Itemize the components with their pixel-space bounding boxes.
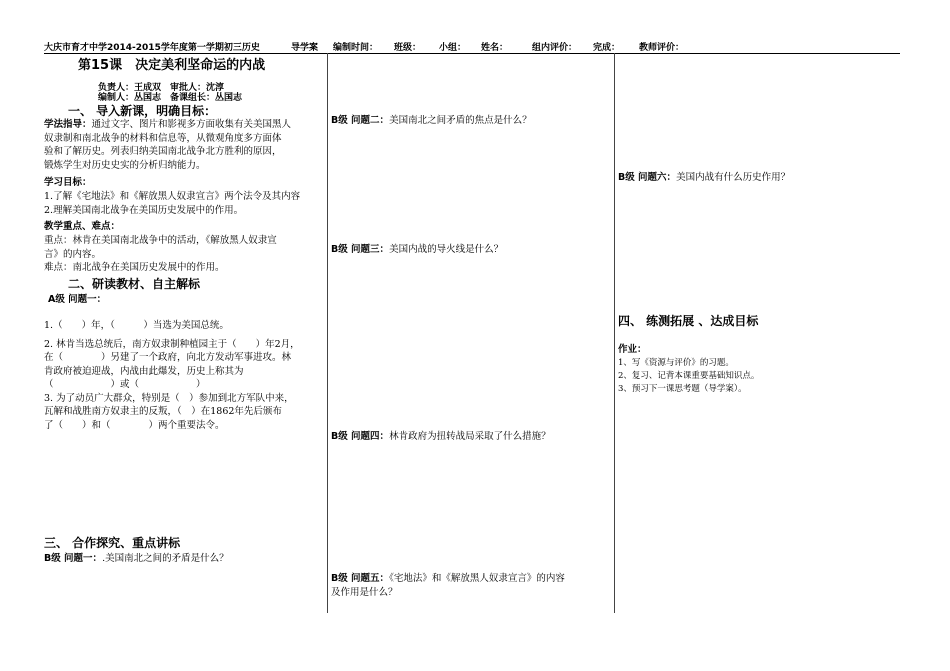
edit-time-label: 编制时间： (333, 43, 379, 53)
fill-line: 2. 林肯当选总统后，南方奴隶制种植园主于（ ）年2月， (44, 338, 300, 350)
staff-line-2: 编制人：丛国志 备课组长：丛国志 (98, 93, 243, 103)
goals-label: 学习目标： (44, 177, 92, 188)
fill-line: 1.（ ）年，（ ）当选为美国总统。 (44, 320, 229, 331)
class-label: 班级： (394, 43, 422, 53)
homework-label: 作业： (618, 344, 647, 355)
question-5-label: B级 问题五： (331, 573, 390, 584)
fill-line: 了（ ）和（ ）两个重要法令。 (44, 419, 225, 431)
key-points (44, 234, 326, 275)
question-2-text: 美国南北之间矛盾的焦点是什么？ (389, 115, 532, 126)
question-2-label: B级 问题二： (331, 115, 390, 126)
homework-item: 2、复习、记背本课重要基础知识点。 (618, 371, 760, 381)
lesson-title: 第15课 决定美利坚命运的内战 (78, 58, 266, 73)
fill-in-questions (44, 319, 326, 432)
group-label: 小组： (439, 43, 467, 53)
staff-line-1: 负责人：王成双 审批人：沈淳 (98, 83, 225, 93)
doc-type: 导学案 (291, 43, 319, 53)
fill-line: 瓦解和战胜南方奴隶主的反叛，（ ）在1862年先后颁布 (44, 406, 282, 417)
goal-item: 2.理解美国南北战争在美国历史发展中的作用。 (44, 204, 244, 216)
key-line: 难点：南北战争在美国历史发展中的作用。 (44, 262, 225, 273)
section-2-heading: 二、研读教材、自主解标 (68, 277, 201, 291)
a-question-label: A级 问题一： (48, 294, 107, 305)
homework-list (618, 357, 759, 396)
school-title: 大庆市育才中学2014-2015学年度第一学期初三历史 (44, 43, 260, 53)
section-4-heading: 四、 练测拓展 、达成目标 (618, 314, 759, 328)
method-label: 学法指导： (44, 119, 92, 130)
fill-line: 3. 为了动员广大群众，特别是（ ）参加到北方军队中来， (44, 392, 294, 404)
question-3-text: 美国内战的导火线是什么？ (389, 244, 504, 255)
question-1 (44, 550, 229, 564)
question-4-text: 林肯政府为扭转战局采取了什么措施？ (389, 431, 551, 442)
column-divider-right (614, 53, 615, 613)
page-header (44, 40, 900, 54)
fill-line: （ ）或（ ） (44, 379, 206, 390)
goal-item: 1.了解《宅地法》和《解放黑人奴隶宣言》两个法令及其内容 (44, 191, 301, 202)
question-6-label: B级 问题六： (618, 172, 677, 183)
key-line: 言》的内容。 (44, 248, 102, 260)
question-4 (331, 428, 551, 442)
question-3-label: B级 问题三： (331, 244, 390, 255)
question-4-label: B级 问题四： (331, 431, 390, 442)
section-3-heading: 三、 合作探究、重点讲标 (44, 536, 181, 550)
key-points-label: 教学重点、难点： (44, 221, 121, 232)
fill-line: 肯政府被迫迎战，内战由此爆发，历史上称其为 (44, 365, 244, 377)
method-line: 锻炼学生对历史史实的分析归纳能力。 (44, 159, 206, 171)
method-line: 奴隶制和南北战争的材料和信息等，从微观角度多方面体 (44, 132, 282, 144)
fill-line: 在（ ）另建了一个政府，向北方发动军事进攻。林 (44, 352, 292, 363)
group-eval-label: 组内评价： (532, 43, 578, 53)
question-2 (331, 112, 532, 126)
homework-item: 3、预习下一课思考题（导学案）。 (618, 384, 747, 394)
section-1-heading: 一、 导入新课，明确目标： (68, 104, 217, 118)
method-line: 验和了解历史。列表归纳美国南北战争北方胜利的原因， (44, 146, 282, 157)
name-label: 姓名： (481, 43, 509, 53)
method-guide (44, 118, 326, 172)
question-5-text: 《宅地法》和《解放黑人奴隶宣言》的内容 (389, 573, 565, 584)
question-5-text-cont: 及作用是什么？ (331, 587, 398, 598)
question-6 (618, 169, 790, 183)
question-1-label: B级 问题一： (44, 553, 103, 564)
teacher-eval-label: 教师评价： (639, 43, 685, 53)
completion-label: 完成： (593, 43, 621, 53)
question-3 (331, 241, 503, 255)
homework-item: 1、写《资源与评价》的习题。 (618, 358, 734, 368)
question-5 (331, 572, 613, 600)
question-6-text: 美国内战有什么历史作用？ (676, 172, 791, 183)
column-divider-left (327, 53, 328, 613)
question-1-text: .美国南北之间的矛盾是什么？ (102, 553, 229, 564)
key-line: 重点：林肯在美国南北战争中的活动，《解放黑人奴隶宣 (44, 235, 277, 246)
method-line: 通过文字、图片和影视多方面收集有关美国黑人 (91, 119, 292, 130)
goals-list (44, 190, 326, 217)
